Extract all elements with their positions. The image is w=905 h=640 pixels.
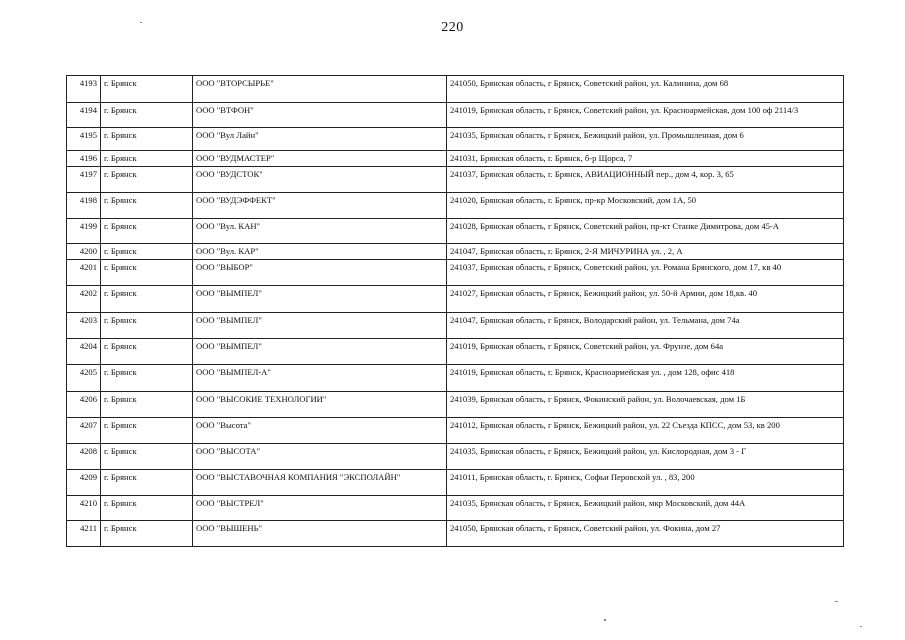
table-row xyxy=(67,521,844,547)
cell-city: г. Брянск xyxy=(101,444,193,470)
cell-organization: ООО "Вул Лайн" xyxy=(193,128,447,151)
registry-body xyxy=(67,76,844,547)
cell-number: 4194 xyxy=(67,103,101,128)
cell-city: г. Брянск xyxy=(101,151,193,167)
scan-speck xyxy=(604,619,606,621)
table-row xyxy=(67,418,844,444)
cell-address: 241047, Брянская область, г. Брянск, 2-Я МИЧУРИНА ул. , 2, А xyxy=(447,244,844,260)
cell-number: 4193 xyxy=(67,76,101,103)
table-row xyxy=(67,470,844,496)
cell-city: г. Брянск xyxy=(101,219,193,244)
cell-number: 4207 xyxy=(67,418,101,444)
cell-address: 241011, Брянская область, г. Брянск, Софьи Перовской ул. , 83, 200 xyxy=(447,470,844,496)
table-row xyxy=(67,219,844,244)
table-row xyxy=(67,286,844,313)
cell-number: 4205 xyxy=(67,365,101,392)
cell-number: 4195 xyxy=(67,128,101,151)
cell-organization: ООО "Высота" xyxy=(193,418,447,444)
cell-city: г. Брянск xyxy=(101,418,193,444)
cell-city: г. Брянск xyxy=(101,128,193,151)
cell-number: 4202 xyxy=(67,286,101,313)
cell-number: 4206 xyxy=(67,392,101,418)
cell-number: 4200 xyxy=(67,244,101,260)
cell-number: 4199 xyxy=(67,219,101,244)
page-number: 220 xyxy=(441,20,464,35)
cell-city: г. Брянск xyxy=(101,103,193,128)
cell-city: г. Брянск xyxy=(101,365,193,392)
cell-organization: ООО "ВЫМПЕЛ-А" xyxy=(193,365,447,392)
cell-organization: ООО "ВЫСТРЕЛ" xyxy=(193,496,447,521)
registry-table xyxy=(66,75,844,547)
cell-organization: ООО "ВЫСОТА" xyxy=(193,444,447,470)
table-row xyxy=(67,392,844,418)
table-row xyxy=(67,260,844,286)
cell-address: 241050, Брянская область, г Брянск, Советский район, ул. Калинина, дом 68 xyxy=(447,76,844,103)
cell-address: 241035, Брянская область, г Брянск, Бежицкий район, мкр Московский, дом 44А xyxy=(447,496,844,521)
cell-address: 241035, Брянская область, г Брянск, Бежицкий район, ул. Кислородная, дом 3 - Г xyxy=(447,444,844,470)
cell-address: 241028, Брянская область, г Брянск, Советский район, пр-кт Станке Димитрова, дом 45-А xyxy=(447,219,844,244)
cell-address: 241047, Брянская область, г Брянск, Володарский район, ул. Тельмана, дом 74а xyxy=(447,313,844,339)
cell-number: 4204 xyxy=(67,339,101,365)
scan-speck xyxy=(860,626,862,627)
cell-organization: ООО "ВЫМПЕЛ" xyxy=(193,313,447,339)
cell-organization: ООО "ВУДЭФФЕКТ" xyxy=(193,193,447,219)
cell-organization: ООО "Вул. КАР" xyxy=(193,244,447,260)
cell-organization: ООО "ВЫСОКИЕ ТЕХНОЛОГИИ" xyxy=(193,392,447,418)
cell-address: 241035, Брянская область, г Брянск, Бежицкий район, ул. Промышленная, дом 6 xyxy=(447,128,844,151)
cell-number: 4211 xyxy=(67,521,101,547)
table-row xyxy=(67,244,844,260)
cell-number: 4201 xyxy=(67,260,101,286)
table-row xyxy=(67,128,844,151)
cell-address: 241019, Брянская область, г Брянск, Советский район, ул. Красноармейская, дом 100 оф 2114/3 xyxy=(447,103,844,128)
cell-city: г. Брянск xyxy=(101,496,193,521)
cell-city: г. Брянск xyxy=(101,470,193,496)
cell-number: 4210 xyxy=(67,496,101,521)
cell-number: 4208 xyxy=(67,444,101,470)
table-row xyxy=(67,76,844,103)
cell-address: 241039, Брянская область, г Брянск, Фокинский район, ул. Волочаевская, дом 1Б xyxy=(447,392,844,418)
cell-city: г. Брянск xyxy=(101,260,193,286)
cell-number: 4209 xyxy=(67,470,101,496)
cell-address: 241037, Брянская область, г Брянск, Советский район, ул. Романа Брянского, дом 17, кв 40 xyxy=(447,260,844,286)
cell-address: 241031, Брянская область, г. Брянск, б-р Щорса, 7 xyxy=(447,151,844,167)
cell-address: 241019, Брянская область, г Брянск, Советский район, ул. Фрунзе, дом 64а xyxy=(447,339,844,365)
cell-address: 241020, Брянская область, г. Брянск, пр-кр Московский, дом 1А, 50 xyxy=(447,193,844,219)
cell-organization: ООО "ВЫСТАВОЧНАЯ КОМПАНИЯ "ЭКСПОЛАЙН" xyxy=(193,470,447,496)
cell-number: 4196 xyxy=(67,151,101,167)
cell-organization: ООО "ВЫМПЕЛ" xyxy=(193,286,447,313)
cell-city: г. Брянск xyxy=(101,167,193,193)
cell-organization: ООО "Вул. КАН" xyxy=(193,219,447,244)
cell-organization: ООО "ВЫШЕНЬ" xyxy=(193,521,447,547)
cell-number: 4198 xyxy=(67,193,101,219)
table-row xyxy=(67,103,844,128)
table-row xyxy=(67,151,844,167)
cell-city: г. Брянск xyxy=(101,244,193,260)
cell-number: 4197 xyxy=(67,167,101,193)
cell-city: г. Брянск xyxy=(101,339,193,365)
cell-address: 241037, Брянская область, г. Брянск, АВИАЦИОННЫЙ пер., дом 4, кор. 3, 65 xyxy=(447,167,844,193)
scan-speck xyxy=(140,22,142,23)
cell-address: 241027, Брянская область, г Брянск, Бежицкий район, ул. 50-й Армии, дом 18,кв. 40 xyxy=(447,286,844,313)
cell-organization: ООО "ВЫМПЕЛ" xyxy=(193,339,447,365)
cell-organization: ООО "ВТОРСЫРЬЕ" xyxy=(193,76,447,103)
cell-city: г. Брянск xyxy=(101,286,193,313)
table-row xyxy=(67,339,844,365)
cell-organization: ООО "ВТФОН" xyxy=(193,103,447,128)
cell-address: 241012, Брянская область, г Брянск, Бежицкий район, ул. 22 Съезда КПСС, дом 53, кв 200 xyxy=(447,418,844,444)
cell-city: г. Брянск xyxy=(101,392,193,418)
cell-number: 4203 xyxy=(67,313,101,339)
cell-city: г. Брянск xyxy=(101,521,193,547)
scan-speck xyxy=(835,601,838,602)
table-row xyxy=(67,167,844,193)
cell-city: г. Брянск xyxy=(101,76,193,103)
cell-organization: ООО "ВУДМАСТЕР" xyxy=(193,151,447,167)
cell-city: г. Брянск xyxy=(101,193,193,219)
table-row xyxy=(67,193,844,219)
table-row xyxy=(67,365,844,392)
table-row xyxy=(67,496,844,521)
table-row xyxy=(67,313,844,339)
cell-address: 241050, Брянская область, г Брянск, Советский район, ул. Фокина, дом 27 xyxy=(447,521,844,547)
cell-organization: ООО "ВУДСТОК" xyxy=(193,167,447,193)
cell-city: г. Брянск xyxy=(101,313,193,339)
cell-address: 241019, Брянская область, г. Брянск, Красноармейская ул. , дом 128, офис 418 xyxy=(447,365,844,392)
table-row xyxy=(67,444,844,470)
cell-organization: ООО "ВЫБОР" xyxy=(193,260,447,286)
